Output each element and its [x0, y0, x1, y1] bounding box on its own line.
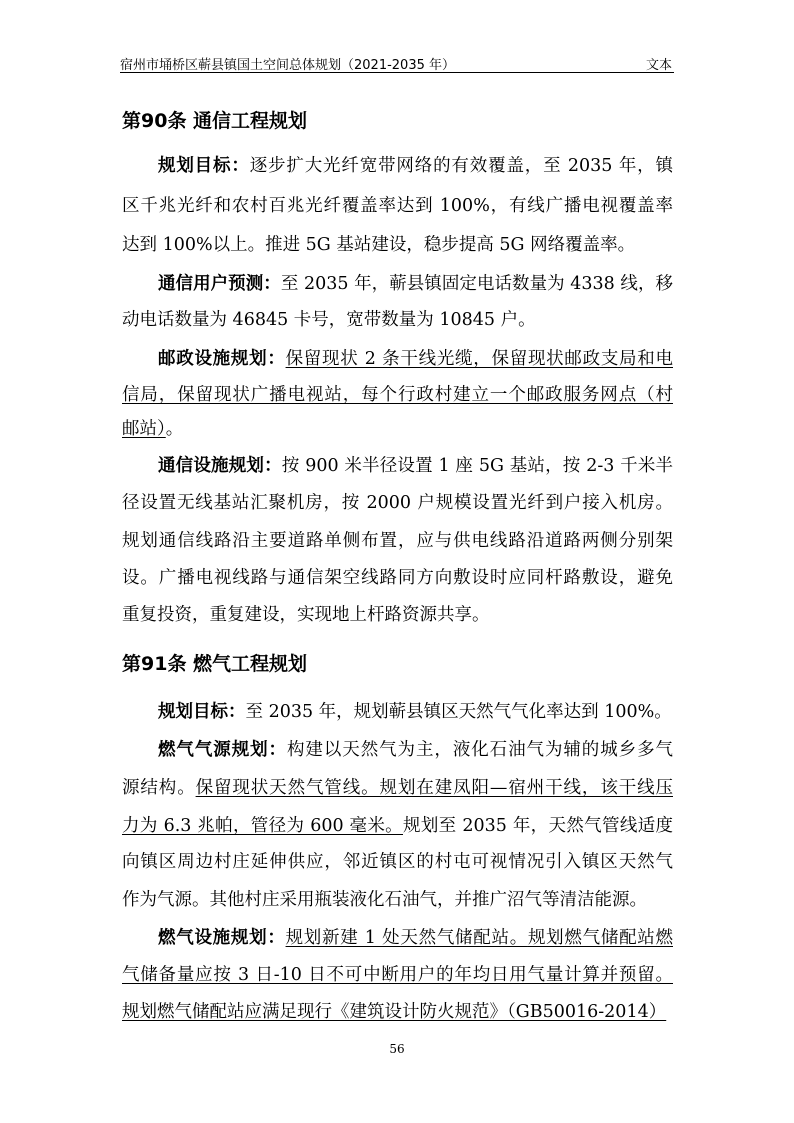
paragraph-label: 燃气设施规划：	[158, 928, 286, 948]
page-header	[120, 52, 674, 73]
paragraph-line	[158, 272, 673, 296]
underlined-text: 邮站）	[122, 419, 166, 439]
paragraph-line	[122, 888, 673, 912]
paragraph-label: 规划目标：	[158, 156, 250, 176]
paragraph-text: 至 2035 年，规划蕲县镇区天然气气化率达到 100%。	[245, 702, 672, 722]
paragraph-line	[122, 308, 673, 332]
paragraph-text: 规划通信线路沿主要道路单侧布置，应与供电线路沿道路两侧分别架	[122, 531, 673, 551]
paragraph-line	[158, 454, 673, 478]
article-heading: 第91条 燃气工程规划	[122, 653, 308, 675]
paragraph-label: 邮政设施规划：	[158, 349, 286, 369]
paragraph-line	[158, 154, 673, 178]
paragraph-text: 。	[165, 419, 184, 439]
paragraph-line	[122, 963, 673, 987]
paragraph-text: 作为气源。其他村庄采用瓶装液化石油气，并推广沼气等清洁能源。	[122, 890, 647, 910]
paragraph-line	[122, 776, 673, 800]
paragraph-text: 重复投资，重复建设，实现地上杆路资源共享。	[122, 605, 490, 625]
paragraph-line	[158, 347, 673, 371]
underlined-text: 规划燃气储配站应满足现行《建筑设计防火规范》（GB50016-2014）	[122, 1002, 667, 1022]
underlined-text: 力为 6.3 兆帕，管径为 600 毫米。	[122, 816, 403, 836]
paragraph-label: 规划目标：	[158, 702, 246, 722]
paragraph-line	[158, 700, 673, 724]
paragraph-label: 通信用户预测：	[158, 274, 281, 294]
document-title: 宿州市埇桥区蕲县镇国土空间总体规划（2021-2035 年）	[120, 58, 455, 73]
section-label: 文本	[645, 58, 672, 73]
paragraph-line	[122, 814, 673, 838]
paragraph-label: 燃气气源规划：	[158, 740, 287, 760]
paragraph-text: 径设置无线基站汇聚机房，按 2000 户规模设置光纤到户接入机房。	[122, 493, 673, 513]
paragraph-line	[122, 1000, 673, 1024]
article-heading: 第90条 通信工程规划	[122, 110, 308, 132]
paragraph-text: 构建以天然气为主，液化石油气为辅的城乡多气	[286, 740, 673, 760]
paragraph-line	[158, 738, 673, 762]
paragraph-text: 向镇区周边村庄延伸供应，邻近镇区的村屯可视情况引入镇区天然气	[122, 852, 673, 872]
paragraph-text: 源结构。	[122, 778, 196, 798]
paragraph-text: 区千兆光纤和农村百兆光纤覆盖率达到 100%，有线广播电视覆盖率	[122, 196, 673, 216]
underlined-text: 规划燃气储配站燃	[527, 928, 673, 948]
paragraph-line	[122, 529, 673, 553]
underlined-text: 气储备量应按 3 日-10 日不可中断用户的年均日用气量计算并预留。	[122, 965, 673, 985]
underlined-text: 规划新建 1 处天然气储配站。	[285, 928, 528, 948]
paragraph-text: 达到 100%以上。推进 5G 基站建设，稳步提高 5G 网络覆盖率。	[122, 235, 636, 255]
paragraph-line	[122, 194, 673, 218]
underlined-text: 保留现状 2 条干线光缆，保留现状邮政支局和电	[285, 349, 673, 369]
paragraph-text: 按 900 米半径设置 1 座 5G 基站，按 2-3 千米半	[281, 456, 673, 476]
paragraph-text: 动电话数量为 46845 卡号，宽带数量为 10845 户。	[122, 310, 536, 330]
paragraph-line	[122, 383, 673, 407]
underlined-text: 保留现状天然气管线。规划在建凤阳—宿州干线，该干线压	[195, 778, 673, 798]
paragraph-line	[122, 603, 673, 627]
paragraph-line	[122, 233, 673, 257]
paragraph-text: 规划至 2035 年，天然气管线适度	[403, 816, 673, 836]
paragraph-label: 通信设施规划：	[158, 456, 282, 476]
paragraph-line	[122, 417, 673, 441]
paragraph-text: 设。广播电视线路与通信架空线路同方向敷设时应同杆路敷设，避免	[122, 568, 673, 588]
paragraph-text: 逐步扩大光纤宽带网络的有效覆盖，至 2035 年，镇	[249, 156, 673, 176]
paragraph-line	[158, 926, 673, 950]
paragraph-line	[122, 491, 673, 515]
paragraph-line	[122, 850, 673, 874]
page-number: 56	[389, 1042, 405, 1056]
paragraph-text: 至 2035 年，蕲县镇固定电话数量为 4338 线，移	[280, 274, 673, 294]
paragraph-line	[122, 566, 673, 590]
underlined-text: 信局，保留现状广播电视站，每个行政村建立一个邮政服务网点（村	[122, 385, 673, 405]
